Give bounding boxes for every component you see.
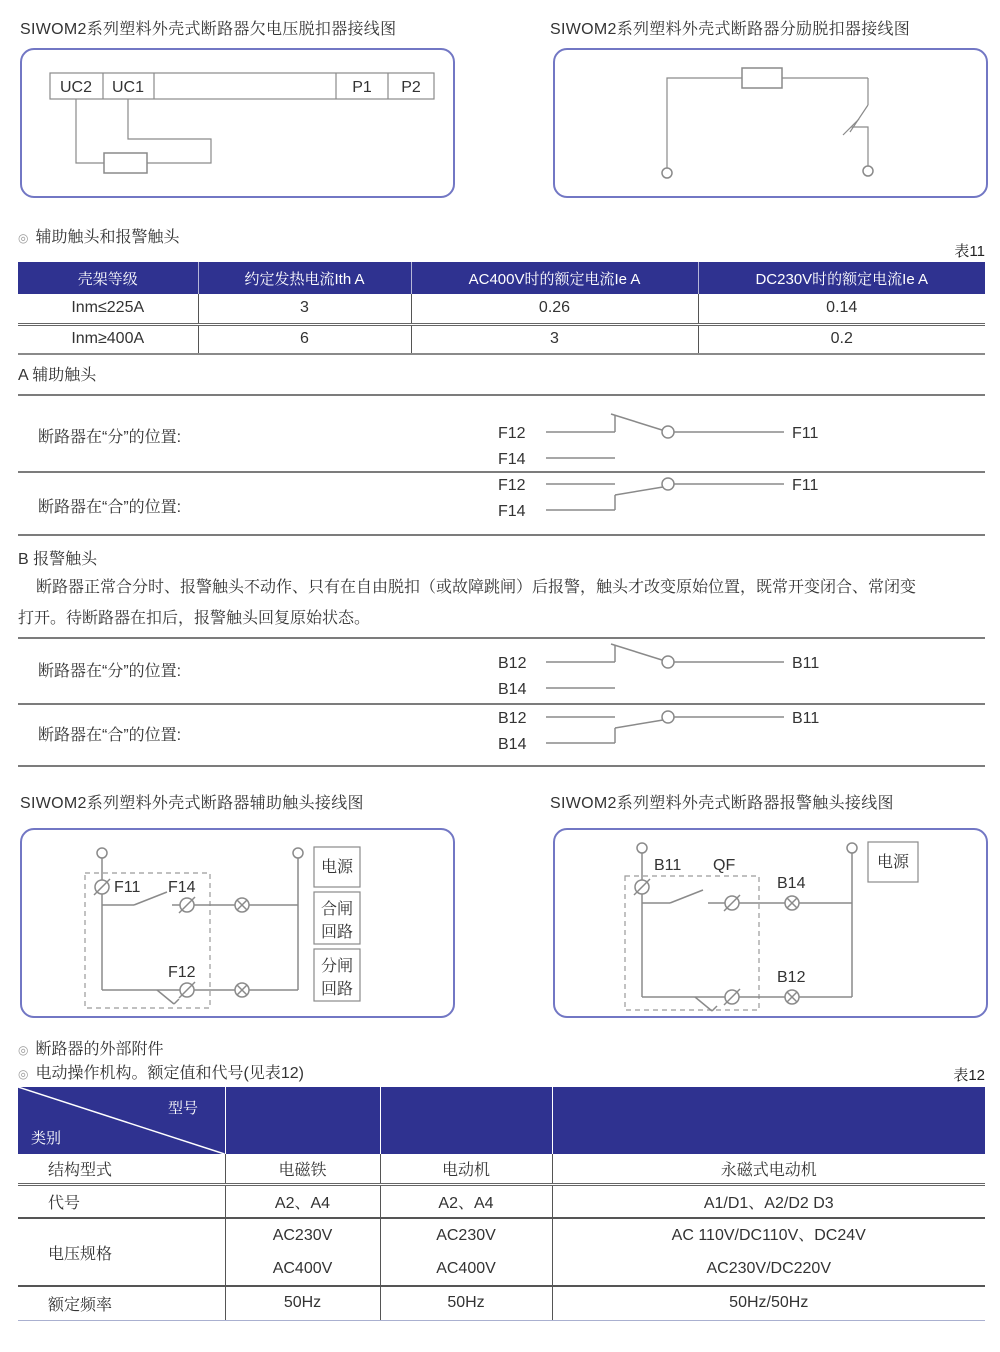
contact-pivot <box>662 711 674 723</box>
voltage-line: AC 110V/DC110V、DC24V <box>671 1227 866 1244</box>
contact-terminal-label: B14 <box>498 736 527 753</box>
alarm-wiring-diagram-title: SIWOM2系列塑料外壳式断路器报警触头接线图 <box>550 795 894 812</box>
closing-circuit-legend-line2: 回路 <box>320 924 354 941</box>
alarm-circuit-lines <box>642 853 852 1011</box>
contacts-heading-text: 辅助触头和报警触头 <box>35 229 180 246</box>
table12-row-label: 代号 <box>18 1184 225 1218</box>
terminal-label-p2: P2 <box>401 79 421 96</box>
undervoltage-coil <box>104 153 147 173</box>
section-a-heading: A 辅助触头 <box>18 367 97 384</box>
table11-header-frame-size: 壳架等级 <box>18 262 198 294</box>
f11-label: F11 <box>114 879 141 896</box>
table12-cell: A1/D1、A2/D2 D3 <box>552 1184 985 1218</box>
contact-terminal-label: F11 <box>792 477 819 494</box>
alarm-wiring-diagram-box <box>553 828 988 1018</box>
table12-cell: 50Hz <box>225 1286 380 1320</box>
table12-cell: A2、A4 <box>380 1184 552 1218</box>
closing-circuit-legend-line1: 合闸 <box>320 901 354 918</box>
breaker-open-position-label: 断路器在“分”的位置: <box>38 429 182 446</box>
supply-terminal <box>97 848 107 858</box>
divider-rule <box>18 765 985 767</box>
table12-cell: 永磁式电动机 <box>552 1154 985 1184</box>
alarm-lamp-symbol <box>785 990 799 1004</box>
contact-terminal-label: F14 <box>498 451 526 468</box>
table11-cell: 0.26 <box>411 294 698 324</box>
table12-header-blank <box>552 1087 985 1154</box>
b14-terminal-symbol <box>724 895 740 911</box>
aux-contact-closed-schematic <box>478 462 823 522</box>
voltage-line: AC400V <box>272 1260 333 1277</box>
voltage-line: AC230V <box>272 1227 333 1244</box>
opening-circuit-legend-line2: 回路 <box>320 981 354 998</box>
table12-cell: A2、A4 <box>225 1184 380 1218</box>
table12 <box>18 1087 985 1321</box>
supply-terminal <box>847 843 857 853</box>
contact-pivot <box>662 478 674 490</box>
table11-header-ith: 约定发热电流Ith A <box>198 262 411 294</box>
bullet-icon: ◎ <box>18 1067 29 1081</box>
f12-label: F12 <box>168 964 196 981</box>
table12-cell <box>552 1218 985 1286</box>
qf-label: QF <box>713 857 736 874</box>
b12-terminal-symbol <box>724 989 740 1005</box>
shunt-diagram-box <box>553 48 988 198</box>
table12-header-blank <box>225 1087 380 1154</box>
contact-terminal-label: F14 <box>498 503 526 520</box>
contact-pivot <box>662 656 674 668</box>
table12-header-blank <box>380 1087 552 1154</box>
alarm-contact-note <box>18 572 985 634</box>
terminal-label-uc2: UC2 <box>59 79 93 96</box>
alarm-lamp-symbol <box>785 896 799 910</box>
undervoltage-wiring-diagram <box>22 50 453 196</box>
b11-label: B11 <box>654 857 682 874</box>
alarm-wiring-diagram <box>555 830 986 1016</box>
undervoltage-diagram-box <box>20 48 455 198</box>
table12-corner-cell <box>18 1087 225 1154</box>
f11-terminal-symbol <box>94 879 110 895</box>
external-accessories-heading <box>18 1036 164 1059</box>
contact-terminal-label: B12 <box>498 710 527 727</box>
shunt-coil <box>742 68 782 88</box>
table12-row-label: 电压规格 <box>18 1218 225 1286</box>
contact-pivot <box>662 426 674 438</box>
aux-wiring-diagram <box>22 830 453 1016</box>
table11-cell: 3 <box>198 294 411 324</box>
table11-label: 表11 <box>954 243 985 260</box>
b11-terminal-symbol <box>634 879 650 895</box>
motor-mechanism-text: 电动操作机构。额定值和代号(见表12) <box>35 1065 304 1082</box>
terminal-strip-dividers <box>103 73 388 99</box>
breaker-closed-position-label: 断路器在“合”的位置: <box>38 499 182 516</box>
terminal-strip <box>50 73 434 99</box>
table11-cell: Inm≤225A <box>18 294 198 324</box>
breaker-open-position-label: 断路器在“分”的位置: <box>38 663 182 680</box>
shunt-terminal-left <box>662 168 672 178</box>
divider-rule <box>18 394 985 396</box>
table12-cell <box>380 1218 552 1286</box>
f12-terminal-symbol <box>179 982 195 998</box>
table12-cell: 50Hz/50Hz <box>552 1286 985 1320</box>
voltage-line: AC230V/DC220V <box>706 1260 831 1277</box>
table11-header-ac400: AC400V时的额定电流Ie A <box>411 262 698 294</box>
supply-terminal <box>637 843 647 853</box>
table11-cell: 0.14 <box>698 294 985 324</box>
aux-contact-open-schematic <box>478 410 823 470</box>
contact-terminal-label: B11 <box>792 655 820 672</box>
alarm-contact-open-schematic <box>478 640 823 700</box>
contact-terminal-label: F11 <box>792 425 819 442</box>
contact-terminal-label: B11 <box>792 710 820 727</box>
table12-row-voltage <box>18 1218 985 1286</box>
supply-terminal <box>293 848 303 858</box>
table12-row-label: 额定频率 <box>18 1286 225 1320</box>
shunt-terminal-right <box>863 166 873 176</box>
motor-mechanism-heading <box>18 1060 304 1083</box>
power-legend: 电源 <box>876 854 910 871</box>
alarm-contact-closed-schematic <box>478 695 823 755</box>
table11-row-2 <box>18 324 985 354</box>
aux-wiring-diagram-title: SIWOM2系列塑料外壳式断路器辅助触头接线图 <box>20 795 364 812</box>
shunt-wiring-diagram <box>555 50 986 196</box>
table12-row-label: 结构型式 <box>18 1154 225 1184</box>
divider-rule <box>18 534 985 536</box>
alarm-note-line-2: 打开。待断路器在扣后，报警触头回复原始状态。 <box>18 610 371 627</box>
contacts-section-heading <box>18 224 180 247</box>
table11-header-row <box>18 262 985 294</box>
section-b-heading: B 报警触头 <box>18 551 98 568</box>
breaker-closed-position-label: 断路器在“合”的位置: <box>38 727 182 744</box>
table11 <box>18 262 985 355</box>
bullet-icon: ◎ <box>18 1043 29 1057</box>
contact-terminal-label: F12 <box>498 425 526 442</box>
divider-rule <box>18 637 985 639</box>
bullet-icon: ◎ <box>18 231 29 245</box>
contact-terminal-label: F12 <box>498 477 526 494</box>
contact-terminal-label: B12 <box>498 655 527 672</box>
terminal-label-uc1: UC1 <box>111 79 145 96</box>
voltage-line: AC400V <box>436 1260 496 1277</box>
opening-lamp-symbol <box>235 983 249 997</box>
table12-cell: 电磁铁 <box>225 1154 380 1184</box>
contact-terminal-label: B14 <box>498 681 527 698</box>
table12-label: 表12 <box>953 1067 985 1084</box>
opening-circuit-legend-line1: 分闸 <box>320 958 354 975</box>
shunt-diagram-title: SIWOM2系列塑料外壳式断路器分励脱扣器接线图 <box>550 21 911 38</box>
alarm-note-line-1: 断路器正常合分时、报警触头不动作、只有在自由脱扣（或故障跳闸）后报警，触头才改变原始位置，既常开变闭合、常闭变 <box>36 579 917 596</box>
table11-row-1 <box>18 294 985 324</box>
closing-lamp-symbol <box>235 898 249 912</box>
f14-terminal-symbol <box>179 897 195 913</box>
table11-cell: Inm≥400A <box>18 324 198 354</box>
table11-cell: 3 <box>411 324 698 354</box>
shunt-circuit-lines <box>667 78 868 168</box>
corner-label-category: 类别 <box>31 1130 62 1147</box>
terminal-label-p1: P1 <box>352 79 372 96</box>
table12-cell: 50Hz <box>380 1286 552 1320</box>
external-accessories-text: 断路器的外部附件 <box>35 1041 164 1058</box>
table11-header-dc230: DC230V时的额定电流Ie A <box>698 262 985 294</box>
f14-label: F14 <box>168 879 196 896</box>
table12-cell <box>225 1218 380 1286</box>
table11-cell: 6 <box>198 324 411 354</box>
power-legend: 电源 <box>320 859 354 876</box>
table12-header-row <box>18 1087 985 1154</box>
table12-row-structure <box>18 1154 985 1184</box>
table12-cell: 电动机 <box>380 1154 552 1184</box>
b14-label: B14 <box>777 875 806 892</box>
table11-cell: 0.2 <box>698 324 985 354</box>
undervoltage-diagram-title: SIWOM2系列塑料外壳式断路器欠电压脱扣器接线图 <box>20 21 397 38</box>
table12-row-code <box>18 1184 985 1218</box>
aux-wiring-diagram-box <box>20 828 455 1018</box>
voltage-line: AC230V <box>436 1227 496 1244</box>
corner-label-model: 型号 <box>168 1100 199 1117</box>
b12-label: B12 <box>777 969 806 986</box>
table12-row-frequency <box>18 1286 985 1320</box>
